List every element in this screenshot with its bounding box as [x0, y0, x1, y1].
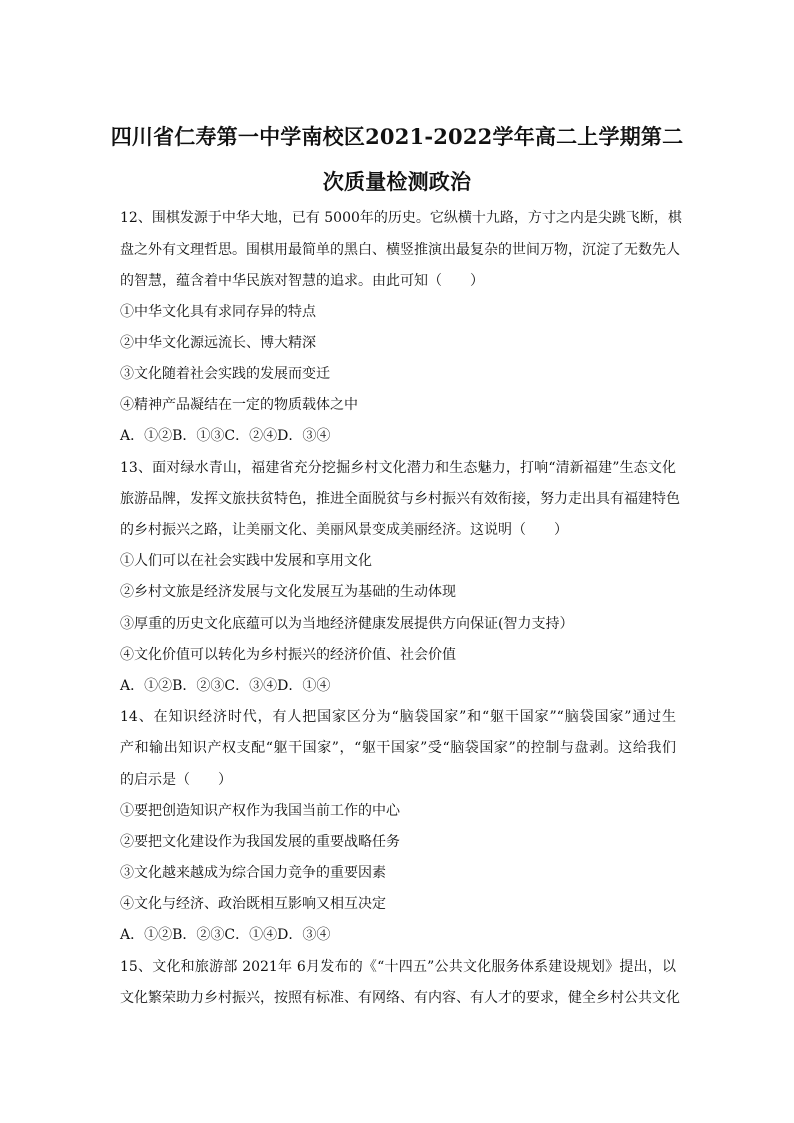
question-option: ③文化越来越成为综合国力竞争的重要因素 — [120, 865, 386, 881]
answer-choices: A．①②B．①③C．②④D．③④ — [120, 428, 331, 444]
answer-choices: A．①②B．②③C．①④D．③④ — [120, 927, 331, 943]
question-stem-line: 的乡村振兴之路，让美丽文化、美丽风景变成美丽经济。这说明（ ） — [120, 522, 568, 538]
question-option: ③文化随着社会实践的发展而变迁 — [120, 366, 330, 382]
question-stem-line: 13、面对绿水青山，福建省充分挖掘乡村文化潜力和生态魅力，打响“清新福建”生态文化 — [120, 460, 676, 476]
document-title-line-2: 次质量检测政治 — [322, 169, 472, 194]
answer-choices: A．①②B．②③C．③④D．①④ — [120, 678, 331, 694]
question-stem-line: 文化繁荣助力乡村振兴，按照有标准、有网络、有内容、有人才的要求，健全乡村公共文化 — [120, 990, 680, 1006]
question-stem-line: 产和输出知识产权支配“躯干国家”，“躯干国家”受“脑袋国家”的控制与盘剥。这给我们 — [120, 740, 676, 756]
question-option: ②中华文化源远流长、博大精深 — [120, 335, 316, 351]
question-option: ④文化与经济、政治既相互影响又相互决定 — [120, 896, 386, 912]
question-stem-line: 14、在知识经济时代，有人把国家区分为“脑袋国家”和“躯干国家”“脑袋国家”通过生 — [120, 709, 676, 725]
question-option: ②要把文化建设作为我国发展的重要战略任务 — [120, 834, 400, 850]
question-option: ③厚重的历史文化底蕴可以为当地经济健康发展提供方向保证(智力支持） — [120, 616, 574, 632]
question-option: ①人们可以在社会实践中发展和享用文化 — [120, 553, 372, 569]
question-option: ①中华文化具有求同存异的特点 — [120, 304, 316, 320]
question-option: ④文化价值可以转化为乡村振兴的经济价值、社会价值 — [120, 647, 456, 663]
question-option: ②乡村文旅是经济发展与文化发展互为基础的生动体现 — [120, 584, 456, 600]
document-title-line-1: 四川省仁寿第一中学南校区2021-2022学年高二上学期第二 — [110, 124, 684, 149]
question-stem-line: 15、文化和旅游部 2021年 6月发布的《“十四五”公共文化服务体系建设规划》提出，以 — [120, 959, 676, 975]
question-option: ①要把创造知识产权作为我国当前工作的中心 — [120, 803, 400, 819]
question-option: ④精神产品凝结在一定的物质载体之中 — [120, 397, 358, 413]
question-stem-line: 的智慧，蕴含着中华民族对智慧的追求。由此可知（ ） — [120, 273, 484, 289]
question-stem-line: 旅游品牌，发挥文旅扶贫特色，推进全面脱贫与乡村振兴有效衔接，努力走出具有福建特色 — [120, 491, 680, 507]
question-stem-line: 盘之外有文理哲思。围棋用最简单的黑白、横竖推演出最复杂的世间万物，沉淀了无数先人 — [120, 242, 680, 258]
question-stem-line: 的启示是（ ） — [120, 772, 232, 788]
question-stem-line: 12、围棋发源于中华大地，已有 5000年的历史。它纵横十九路，方寸之内是尖跳飞断，棋 — [120, 210, 682, 226]
